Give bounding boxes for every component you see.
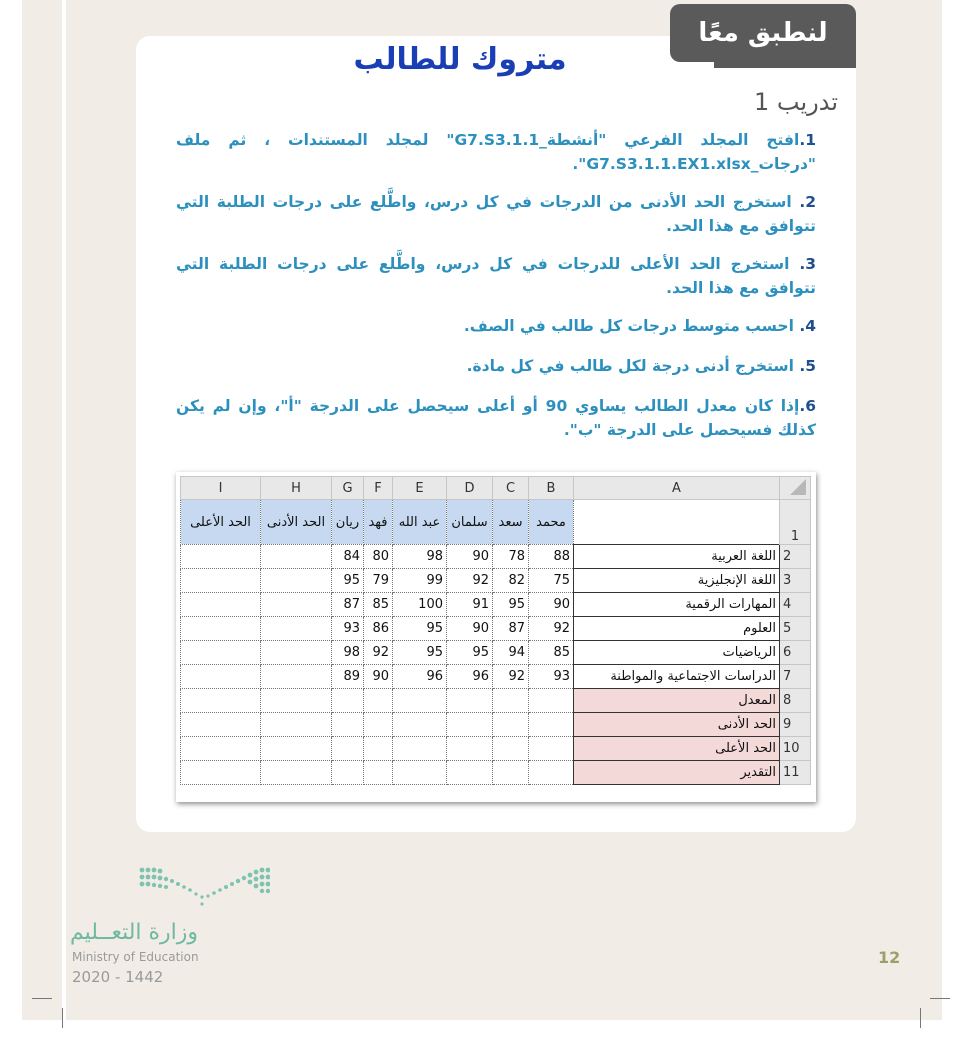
empty-cell[interactable] — [364, 713, 393, 737]
edition-year: 2020 - 1442 — [72, 968, 164, 986]
table-row — [181, 569, 811, 593]
score-cell[interactable]: 95 — [447, 641, 493, 665]
score-cell[interactable]: 93 — [332, 617, 364, 641]
score-cell[interactable]: 100 — [393, 593, 447, 617]
score-cell[interactable]: 79 — [364, 569, 393, 593]
empty-cell[interactable] — [261, 665, 332, 689]
step-text: استخرج الحد الأدنى من الدرجات في كل درس، واطَّلع على درجات الطلبة التي تتوافق مع هذا الحد. — [176, 193, 816, 235]
score-cell[interactable]: 87 — [493, 617, 529, 641]
score-cell[interactable]: 92 — [529, 617, 574, 641]
row-number[interactable]: 7 — [780, 665, 811, 689]
column-header-row — [181, 477, 811, 500]
empty-cell[interactable] — [181, 593, 261, 617]
empty-cell[interactable] — [364, 689, 393, 713]
empty-cell[interactable] — [181, 545, 261, 569]
page-title: متروك للطالب — [353, 42, 567, 77]
empty-cell[interactable] — [393, 737, 447, 761]
score-cell[interactable]: 91 — [447, 593, 493, 617]
empty-cell[interactable] — [493, 737, 529, 761]
step-number: 6. — [799, 397, 816, 415]
score-cell[interactable]: 90 — [529, 593, 574, 617]
row-number[interactable]: 4 — [780, 593, 811, 617]
select-all-corner[interactable] — [780, 477, 811, 500]
step-number: 1. — [799, 131, 816, 149]
score-cell[interactable]: 82 — [493, 569, 529, 593]
empty-cell[interactable] — [332, 761, 364, 785]
margin-line — [62, 0, 66, 1020]
ministry-logo-icon — [138, 866, 270, 908]
table-row — [181, 500, 811, 545]
crop-mark — [930, 998, 950, 999]
row-number[interactable]: 10 — [780, 737, 811, 761]
empty-cell[interactable] — [493, 713, 529, 737]
table-row — [181, 689, 811, 713]
row-number[interactable]: 6 — [780, 641, 811, 665]
score-cell[interactable]: 92 — [364, 641, 393, 665]
empty-cell[interactable] — [447, 761, 493, 785]
empty-cell[interactable] — [181, 689, 261, 713]
score-cell[interactable]: 90 — [447, 617, 493, 641]
summary-label-cell[interactable]: المعدل — [574, 689, 780, 713]
empty-cell[interactable] — [261, 689, 332, 713]
score-cell[interactable]: 92 — [447, 569, 493, 593]
column-header[interactable]: G — [332, 477, 364, 500]
score-cell[interactable]: 87 — [332, 593, 364, 617]
subject-cell[interactable]: الرياضيات — [574, 641, 780, 665]
instruction-step — [176, 394, 816, 442]
score-cell[interactable]: 78 — [493, 545, 529, 569]
row-number[interactable]: 1 — [780, 500, 811, 545]
empty-cell[interactable] — [261, 545, 332, 569]
table-row — [181, 737, 811, 761]
header-cell[interactable]: الحد الأعلى — [181, 500, 261, 545]
empty-cell[interactable] — [261, 761, 332, 785]
subject-cell[interactable]: العلوم — [574, 617, 780, 641]
empty-cell[interactable] — [574, 500, 780, 545]
empty-cell[interactable] — [181, 713, 261, 737]
empty-cell[interactable] — [332, 713, 364, 737]
empty-cell[interactable] — [181, 665, 261, 689]
column-header[interactable]: F — [364, 477, 393, 500]
empty-cell[interactable] — [393, 761, 447, 785]
step-text: استخرج أدنى درجة لكل طالب في كل مادة. — [466, 357, 794, 375]
score-cell[interactable]: 75 — [529, 569, 574, 593]
step-text: احسب متوسط درجات كل طالب في الصف. — [463, 317, 794, 335]
score-cell[interactable]: 90 — [364, 665, 393, 689]
score-cell[interactable]: 98 — [393, 545, 447, 569]
exercise-title: تدريب 1 — [753, 88, 838, 116]
score-cell[interactable]: 85 — [529, 641, 574, 665]
column-header[interactable]: C — [493, 477, 529, 500]
row-number[interactable]: 2 — [780, 545, 811, 569]
table-row — [181, 617, 811, 641]
select-all-icon — [790, 479, 806, 495]
column-header[interactable]: B — [529, 477, 574, 500]
empty-cell[interactable] — [261, 569, 332, 593]
instruction-step — [176, 128, 816, 176]
empty-cell[interactable] — [181, 761, 261, 785]
score-cell[interactable]: 95 — [493, 593, 529, 617]
summary-label-cell[interactable]: الحد الأدنى — [574, 713, 780, 737]
crop-mark — [920, 1008, 921, 1028]
instruction-step — [176, 252, 816, 300]
empty-cell[interactable] — [332, 689, 364, 713]
header-cell[interactable]: محمد — [529, 500, 574, 545]
empty-cell[interactable] — [529, 761, 574, 785]
step-number: 3. — [799, 255, 816, 273]
empty-cell[interactable] — [493, 761, 529, 785]
column-header[interactable]: E — [393, 477, 447, 500]
empty-cell[interactable] — [181, 617, 261, 641]
score-cell[interactable]: 92 — [493, 665, 529, 689]
step-text: استخرج الحد الأعلى للدرجات في كل درس، واطَّلع على درجات الطلبة التي تتوافق مع هذا الحد. — [176, 255, 816, 297]
score-cell[interactable]: 98 — [332, 641, 364, 665]
header-cell[interactable]: سعد — [493, 500, 529, 545]
empty-cell[interactable] — [261, 713, 332, 737]
score-cell[interactable]: 90 — [447, 545, 493, 569]
tab-underline — [714, 62, 856, 68]
empty-cell[interactable] — [181, 569, 261, 593]
empty-cell[interactable] — [447, 713, 493, 737]
score-cell[interactable]: 93 — [529, 665, 574, 689]
summary-label-cell[interactable]: الحد الأعلى — [574, 737, 780, 761]
header-cell[interactable]: عبد الله — [393, 500, 447, 545]
subject-cell[interactable]: المهارات الرقمية — [574, 593, 780, 617]
score-cell[interactable]: 86 — [364, 617, 393, 641]
score-cell[interactable]: 95 — [332, 569, 364, 593]
column-header[interactable]: I — [181, 477, 261, 500]
step-text: إذا كان معدل الطالب يساوي 90 أو أعلى سيحصل على الدرجة "أ"، وإن لم يكن كذلك فسيحصل على الدرجة "ب". — [176, 397, 816, 439]
instruction-step — [176, 314, 816, 338]
empty-cell[interactable] — [261, 617, 332, 641]
step-number: 4. — [799, 317, 816, 335]
empty-cell[interactable] — [447, 737, 493, 761]
score-cell[interactable]: 95 — [393, 641, 447, 665]
row-number[interactable]: 3 — [780, 569, 811, 593]
spreadsheet-grid — [180, 476, 811, 785]
empty-cell[interactable] — [393, 713, 447, 737]
empty-cell[interactable] — [261, 737, 332, 761]
table-row — [181, 665, 811, 689]
instruction-step — [176, 190, 816, 238]
crop-mark — [32, 998, 52, 999]
score-cell[interactable]: 89 — [332, 665, 364, 689]
subject-cell[interactable]: اللغة العربية — [574, 545, 780, 569]
table-row — [181, 761, 811, 785]
table-row — [181, 593, 811, 617]
subject-cell[interactable]: اللغة الإنجليزية — [574, 569, 780, 593]
empty-cell[interactable] — [364, 737, 393, 761]
page-number: 12 — [878, 948, 901, 967]
step-text: افتح المجلد الفرعي "أنشطة_G7.S3.1.1" لمجلد المستندات ، ثم ملف "درجات_G7.S3.1.1.EX1.xlsx". — [176, 131, 816, 173]
empty-cell[interactable] — [529, 737, 574, 761]
empty-cell[interactable] — [529, 713, 574, 737]
instruction-step — [176, 354, 816, 378]
score-cell[interactable]: 94 — [493, 641, 529, 665]
score-cell[interactable]: 95 — [393, 617, 447, 641]
summary-label-cell[interactable]: التقدير — [574, 761, 780, 785]
row-number[interactable]: 11 — [780, 761, 811, 785]
empty-cell[interactable] — [493, 689, 529, 713]
row-number[interactable]: 8 — [780, 689, 811, 713]
empty-cell[interactable] — [529, 689, 574, 713]
empty-cell[interactable] — [447, 689, 493, 713]
empty-cell[interactable] — [364, 761, 393, 785]
ministry-name-english: Ministry of Education — [72, 950, 199, 964]
table-row — [181, 641, 811, 665]
header-cell[interactable]: فهد — [364, 500, 393, 545]
empty-cell[interactable] — [393, 689, 447, 713]
crop-mark — [62, 1008, 63, 1028]
row-number[interactable]: 9 — [780, 713, 811, 737]
header-cell[interactable]: سلمان — [447, 500, 493, 545]
empty-cell[interactable] — [261, 641, 332, 665]
score-cell[interactable]: 88 — [529, 545, 574, 569]
ministry-name-arabic: وزارة التعــليم — [70, 920, 199, 945]
score-cell[interactable]: 96 — [447, 665, 493, 689]
empty-cell[interactable] — [181, 641, 261, 665]
score-cell[interactable]: 96 — [393, 665, 447, 689]
section-tab-badge: لنطبق معًا — [670, 4, 856, 62]
row-number[interactable]: 5 — [780, 617, 811, 641]
spreadsheet-screenshot — [176, 472, 816, 802]
score-cell[interactable]: 80 — [364, 545, 393, 569]
column-header[interactable]: A — [574, 477, 780, 500]
column-header[interactable]: H — [261, 477, 332, 500]
subject-cell[interactable]: الدراسات الاجتماعية والمواطنة — [574, 665, 780, 689]
column-header[interactable]: D — [447, 477, 493, 500]
table-row — [181, 545, 811, 569]
score-cell[interactable]: 85 — [364, 593, 393, 617]
score-cell[interactable]: 99 — [393, 569, 447, 593]
score-cell[interactable]: 84 — [332, 545, 364, 569]
header-cell[interactable]: ريان — [332, 500, 364, 545]
step-number: 2. — [799, 193, 816, 211]
empty-cell[interactable] — [261, 593, 332, 617]
instruction-list — [176, 128, 816, 456]
header-cell[interactable]: الحد الأدنى — [261, 500, 332, 545]
empty-cell[interactable] — [181, 737, 261, 761]
empty-cell[interactable] — [332, 737, 364, 761]
table-row — [181, 713, 811, 737]
step-number: 5. — [799, 357, 816, 375]
